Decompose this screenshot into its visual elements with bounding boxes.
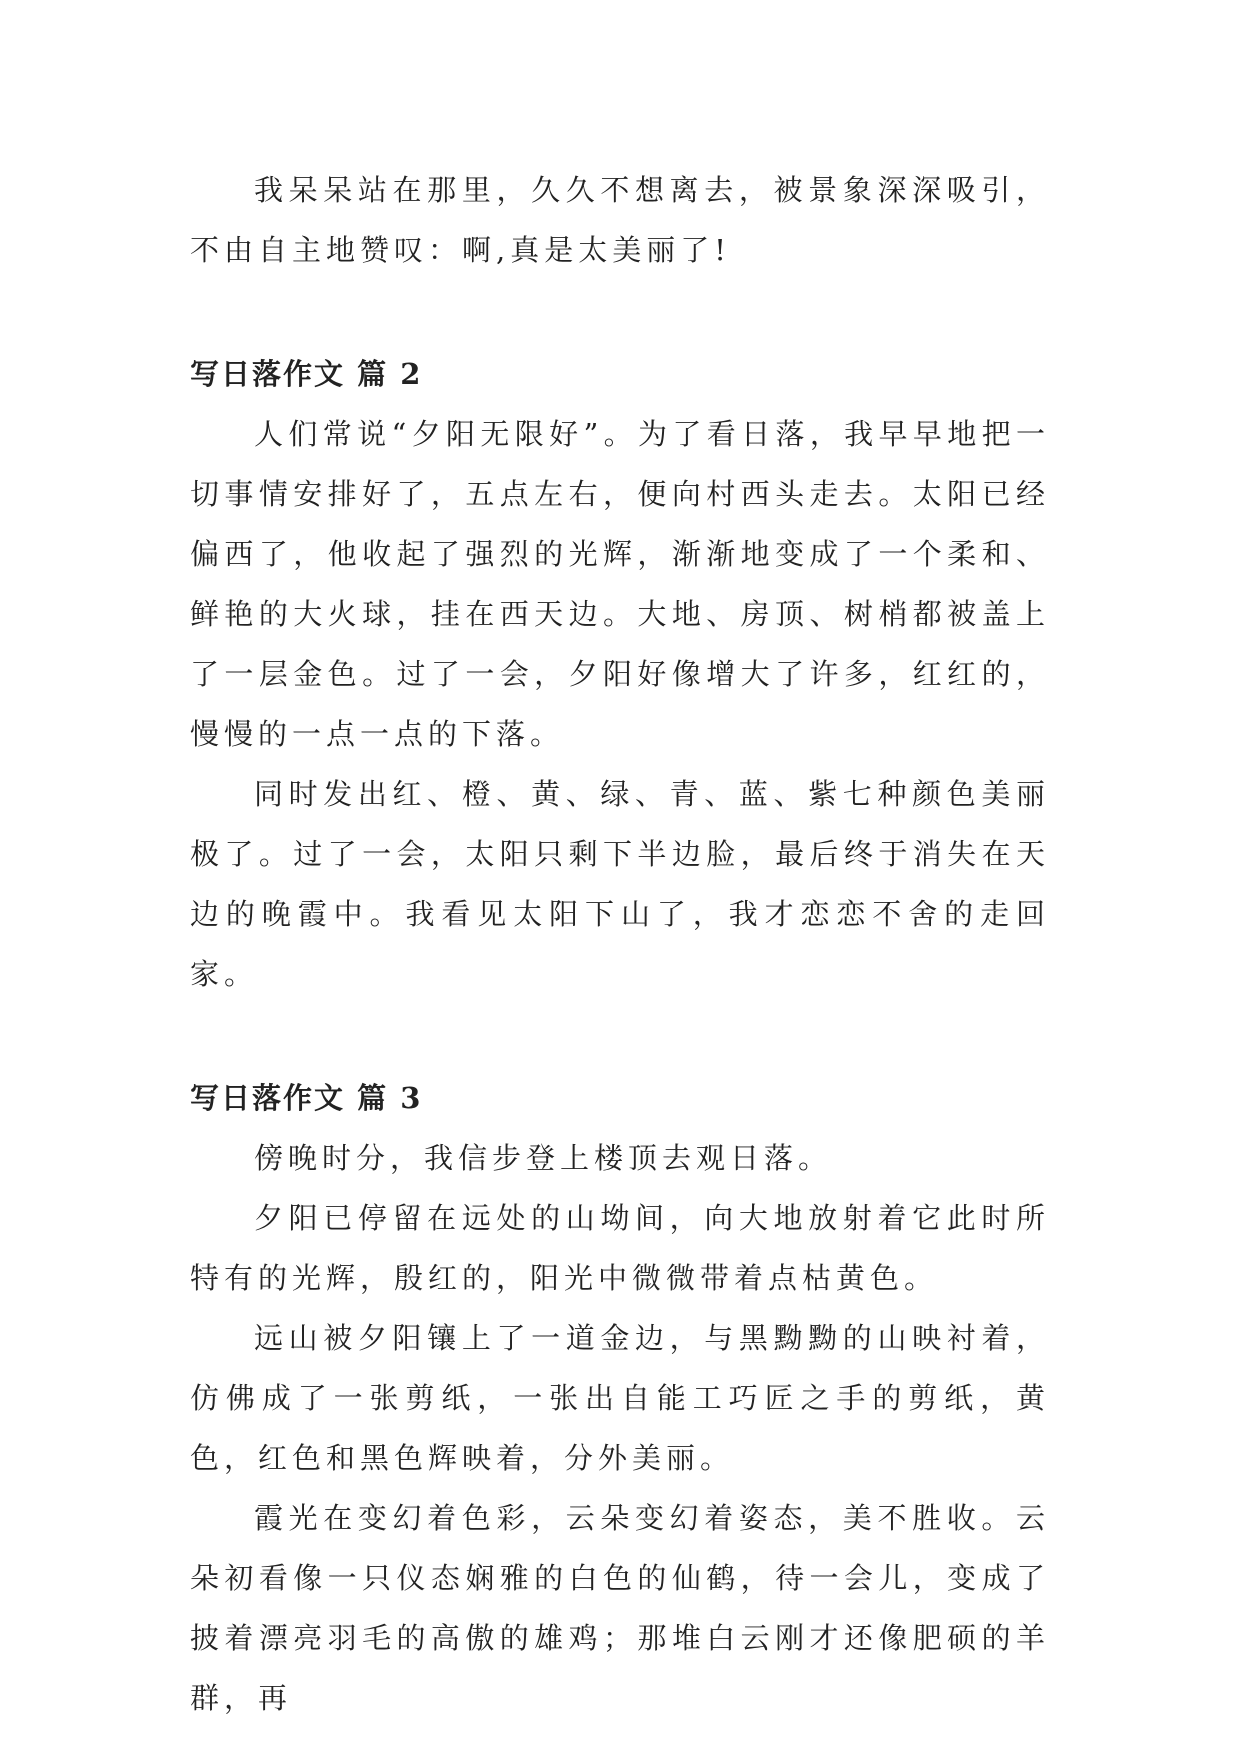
section-2-paragraph-2: 同时发出红、橙、黄、绿、青、蓝、紫七种颜色美丽极了。过了一会，太阳只剩下半边脸，最后终于消失在天边的晚霞中。我看见太阳下山了，我才恋恋不舍的走回家。 <box>190 777 1050 991</box>
section-3-paragraph-3: 远山被夕阳镶上了一道金边，与黑黝黝的山映衬着，仿佛成了一张剪纸，一张出自能工巧匠之手的剪纸，黄色，红色和黑色辉映着，分外美丽。 <box>190 1321 1050 1475</box>
section-3-paragraph-2: 夕阳已停留在远处的山坳间，向大地放射着它此时所特有的光辉，殷红的，阳光中微微带着点枯黄色。 <box>190 1201 1050 1295</box>
section-2-heading: 写日落作文 篇 2 <box>190 357 423 391</box>
intro-paragraph-1: 我呆呆站在那里，久久不想离去，被景象深深吸引，不由自主地赞叹：啊,真是太美丽了! <box>190 173 1050 267</box>
section-3-heading: 写日落作文 篇 3 <box>190 1081 423 1115</box>
section-3-paragraph-4: 霞光在变幻着色彩，云朵变幻着姿态，美不胜收。云朵初看像一只仪态娴雅的白色的仙鹤，待一会儿，变成了披着漂亮羽毛的高傲的雄鸡；那堆白云刚才还像肥硕的羊群，再 <box>190 1501 1050 1715</box>
document-page <box>190 160 1050 1728</box>
section-3-paragraph-1: 傍晚时分，我信步登上楼顶去观日落。 <box>254 1141 833 1175</box>
section-2-paragraph-1: 人们常说“夕阳无限好”。为了看日落，我早早地把一切事情安排好了，五点左右，便向村西头走去。太阳已经偏西了，他收起了强烈的光辉，渐渐地变成了一个柔和、鲜艳的大火球，挂在西天边。大地、房顶、树梢都被盖上了一层金色。过了一会，夕阳好像增大了许多，红红的，慢慢的一点一点的下落。 <box>190 417 1050 751</box>
